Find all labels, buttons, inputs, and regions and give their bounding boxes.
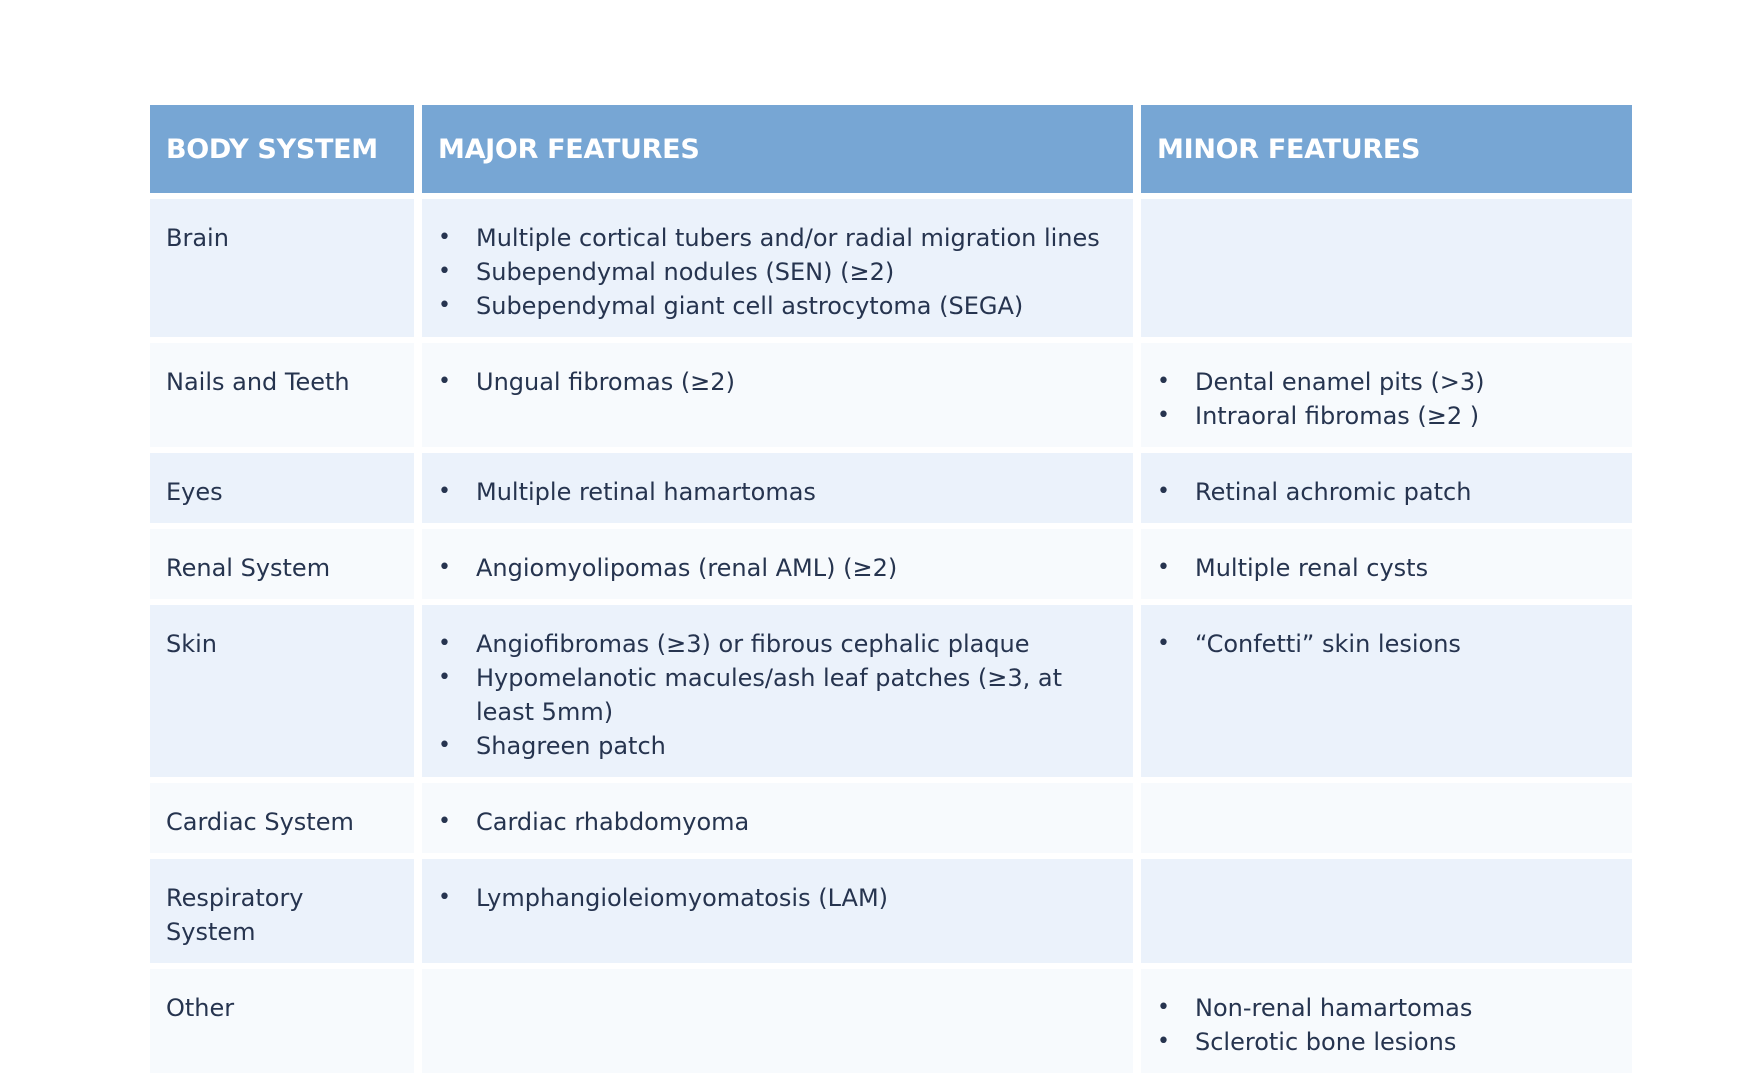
major-features-cell [422, 453, 1133, 523]
body-system-cell: Nails and Teeth [150, 343, 414, 447]
body-system-cell: Eyes [150, 453, 414, 523]
feature-item: • “Confetti” skin lesions [1157, 627, 1616, 661]
feature-item: • Multiple retinal hamartomas [438, 475, 1117, 509]
body-system-cell: Other [150, 969, 414, 1073]
body-system-cell: Brain [150, 199, 414, 337]
body-system-cell: Cardiac System [150, 783, 414, 853]
feature-item: • Subependymal giant cell astrocytoma (SEGA) [438, 289, 1117, 323]
minor-features-list [1157, 365, 1616, 433]
feature-item: • Non-renal hamartomas [1157, 991, 1616, 1025]
major-features-cell [422, 529, 1133, 599]
minor-features-list [1157, 627, 1616, 661]
minor-features-cell [1141, 343, 1632, 447]
feature-item: • Retinal achromic patch [1157, 475, 1616, 509]
minor-features-list [1157, 991, 1616, 1059]
feature-item: • Cardiac rhabdomyoma [438, 805, 1117, 839]
minor-features-cell [1141, 605, 1632, 777]
feature-item: • Sclerotic bone lesions [1157, 1025, 1616, 1059]
feature-item: • Hypomelanotic macules/ash leaf patches (≥3, at least 5mm) [438, 661, 1117, 729]
major-features-cell [422, 859, 1133, 963]
body-system-cell: Respiratory System [150, 859, 414, 963]
feature-item: • Angiofibromas (≥3) or fibrous cephalic plaque [438, 627, 1117, 661]
feature-item: • Intraoral fibromas (≥2 ) [1157, 399, 1616, 433]
header-body-system: BODY SYSTEM [150, 105, 414, 193]
feature-item: • Dental enamel pits (>3) [1157, 365, 1616, 399]
feature-item: • Angiomyolipomas (renal AML) (≥2) [438, 551, 1117, 585]
minor-features-list [1157, 551, 1616, 585]
minor-features-list [1157, 475, 1616, 509]
minor-features-cell [1141, 783, 1632, 853]
minor-features-cell [1141, 453, 1632, 523]
minor-features-cell [1141, 199, 1632, 337]
minor-features-cell [1141, 859, 1632, 963]
body-system-cell: Renal System [150, 529, 414, 599]
major-features-cell [422, 199, 1133, 337]
major-features-list [438, 627, 1117, 763]
feature-item: • Ungual fibromas (≥2) [438, 365, 1117, 399]
features-table [150, 105, 1632, 1073]
major-features-list [438, 881, 1117, 915]
minor-features-cell [1141, 529, 1632, 599]
body-system-cell: Skin [150, 605, 414, 777]
major-features-cell [422, 343, 1133, 447]
major-features-list [438, 805, 1117, 839]
major-features-cell [422, 605, 1133, 777]
feature-item: • Subependymal nodules (SEN) (≥2) [438, 255, 1117, 289]
major-features-list [438, 221, 1117, 323]
feature-item: • Shagreen patch [438, 729, 1117, 763]
feature-item: • Lymphangioleiomyomatosis (LAM) [438, 881, 1117, 915]
major-features-list [438, 365, 1117, 399]
feature-item: • Multiple cortical tubers and/or radial migration lines [438, 221, 1117, 255]
header-major-features: MAJOR FEATURES [422, 105, 1133, 193]
feature-item: • Multiple renal cysts [1157, 551, 1616, 585]
header-minor-features: MINOR FEATURES [1141, 105, 1632, 193]
major-features-list [438, 551, 1117, 585]
major-features-list [438, 475, 1117, 509]
major-features-cell [422, 783, 1133, 853]
